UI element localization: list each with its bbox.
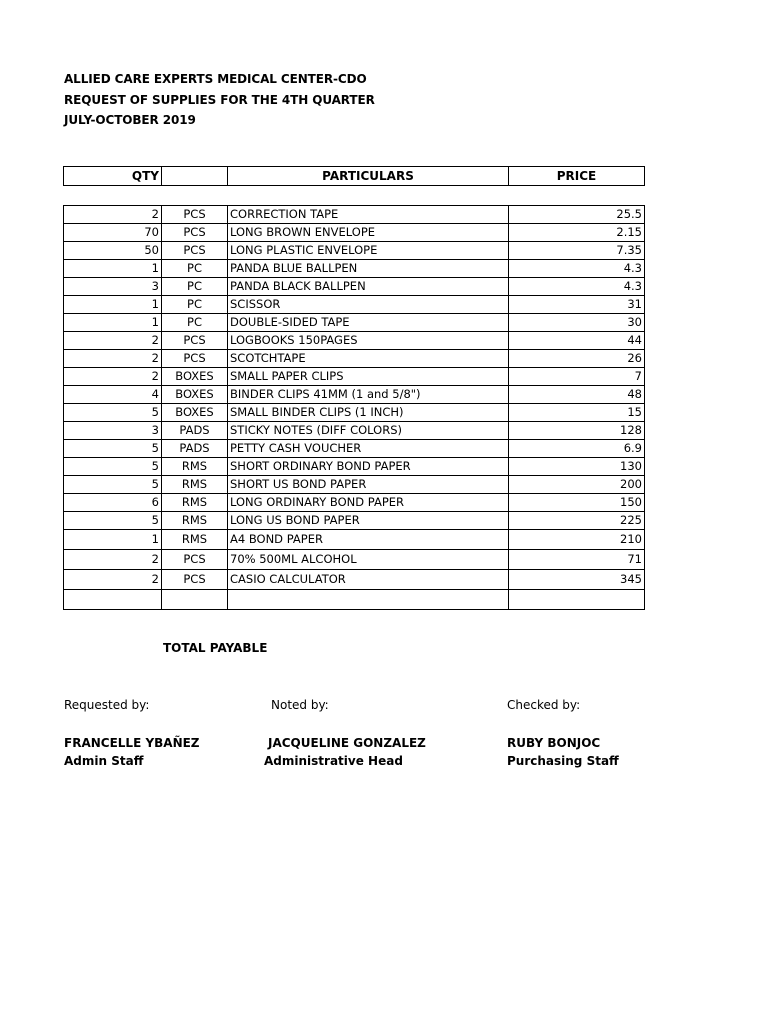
cell-particulars: SCISSOR	[228, 296, 509, 314]
cell-qty: 3	[64, 278, 162, 296]
cell-particulars	[228, 590, 509, 610]
cell-qty: 1	[64, 296, 162, 314]
cell-unit: RMS	[162, 530, 228, 550]
requested-by-caption: Requested by:	[64, 698, 150, 712]
cell-unit: PCS	[162, 350, 228, 368]
checked-by-name: RUBY BONJOC	[507, 736, 601, 750]
cell-unit: PCS	[162, 206, 228, 224]
table-row	[64, 278, 645, 296]
cell-particulars: PETTY CASH VOUCHER	[228, 440, 509, 458]
cell-unit: PCS	[162, 570, 228, 590]
cell-qty: 2	[64, 350, 162, 368]
noted-by-role: Administrative Head	[264, 754, 403, 768]
cell-particulars: PANDA BLACK BALLPEN	[228, 278, 509, 296]
column-header-row	[64, 167, 645, 186]
cell-unit: RMS	[162, 476, 228, 494]
checked-by-role: Purchasing Staff	[507, 754, 619, 768]
document-title: REQUEST OF SUPPLIES FOR THE 4TH QUARTER	[64, 93, 375, 107]
cell-qty: 3	[64, 422, 162, 440]
noted-by-name: JACQUELINE GONZALEZ	[268, 736, 426, 750]
cell-price: 4.3	[509, 278, 645, 296]
cell-particulars: LONG PLASTIC ENVELOPE	[228, 242, 509, 260]
cell-unit: PCS	[162, 224, 228, 242]
cell-qty: 2	[64, 206, 162, 224]
cell-particulars: PANDA BLUE BALLPEN	[228, 260, 509, 278]
table-row	[64, 590, 645, 610]
cell-qty: 50	[64, 242, 162, 260]
cell-particulars: A4 BOND PAPER	[228, 530, 509, 550]
cell-qty: 4	[64, 386, 162, 404]
cell-qty: 2	[64, 368, 162, 386]
cell-unit: RMS	[162, 494, 228, 512]
table-row	[64, 440, 645, 458]
table-row	[64, 296, 645, 314]
cell-particulars: DOUBLE-SIDED TAPE	[228, 314, 509, 332]
cell-price: 30	[509, 314, 645, 332]
supplies-table-body	[64, 206, 645, 610]
cell-unit: BOXES	[162, 386, 228, 404]
cell-particulars: 70% 500ML ALCOHOL	[228, 550, 509, 570]
cell-unit: PADS	[162, 440, 228, 458]
cell-unit: PADS	[162, 422, 228, 440]
cell-unit	[162, 590, 228, 610]
cell-price: 71	[509, 550, 645, 570]
cell-price	[509, 590, 645, 610]
supplies-table	[63, 205, 645, 610]
noted-by-caption: Noted by:	[271, 698, 329, 712]
cell-unit: RMS	[162, 458, 228, 476]
cell-price: 48	[509, 386, 645, 404]
cell-price: 2.15	[509, 224, 645, 242]
table-row	[64, 242, 645, 260]
cell-particulars: STICKY NOTES (DIFF COLORS)	[228, 422, 509, 440]
table-row	[64, 224, 645, 242]
cell-unit: PCS	[162, 242, 228, 260]
header-qty: QTY	[64, 167, 162, 186]
table-row	[64, 386, 645, 404]
cell-price: 130	[509, 458, 645, 476]
table-row	[64, 314, 645, 332]
cell-qty: 70	[64, 224, 162, 242]
cell-price: 15	[509, 404, 645, 422]
cell-qty: 1	[64, 530, 162, 550]
cell-qty: 5	[64, 476, 162, 494]
table-row	[64, 530, 645, 550]
cell-unit: RMS	[162, 512, 228, 530]
requested-by-name: FRANCELLE YBAÑEZ	[64, 736, 200, 750]
header-particulars: PARTICULARS	[228, 167, 509, 186]
header-price: PRICE	[509, 167, 645, 186]
cell-qty: 1	[64, 314, 162, 332]
table-row	[64, 570, 645, 590]
table-row	[64, 458, 645, 476]
company-name: ALLIED CARE EXPERTS MEDICAL CENTER-CDO	[64, 72, 367, 86]
table-row	[64, 368, 645, 386]
cell-qty: 5	[64, 512, 162, 530]
cell-qty: 5	[64, 458, 162, 476]
document-period: JULY-OCTOBER 2019	[64, 113, 196, 127]
table-row	[64, 422, 645, 440]
cell-particulars: LONG US BOND PAPER	[228, 512, 509, 530]
cell-price: 4.3	[509, 260, 645, 278]
cell-unit: BOXES	[162, 404, 228, 422]
table-row	[64, 260, 645, 278]
cell-qty: 5	[64, 440, 162, 458]
table-row	[64, 476, 645, 494]
cell-particulars: BINDER CLIPS 41MM (1 and 5/8")	[228, 386, 509, 404]
column-header-table	[63, 166, 645, 186]
table-row	[64, 494, 645, 512]
cell-price: 7.35	[509, 242, 645, 260]
cell-price: 6.9	[509, 440, 645, 458]
total-payable-label: TOTAL PAYABLE	[163, 641, 268, 655]
cell-unit: PC	[162, 296, 228, 314]
table-row	[64, 206, 645, 224]
cell-price: 210	[509, 530, 645, 550]
cell-price: 26	[509, 350, 645, 368]
cell-particulars: SCOTCHTAPE	[228, 350, 509, 368]
cell-price: 200	[509, 476, 645, 494]
requested-by-role: Admin Staff	[64, 754, 144, 768]
cell-price: 25.5	[509, 206, 645, 224]
cell-price: 7	[509, 368, 645, 386]
cell-qty	[64, 590, 162, 610]
cell-particulars: CORRECTION TAPE	[228, 206, 509, 224]
cell-price: 128	[509, 422, 645, 440]
cell-unit: PC	[162, 278, 228, 296]
cell-unit: BOXES	[162, 368, 228, 386]
cell-unit: PC	[162, 260, 228, 278]
cell-particulars: SHORT ORDINARY BOND PAPER	[228, 458, 509, 476]
cell-particulars: CASIO CALCULATOR	[228, 570, 509, 590]
cell-price: 31	[509, 296, 645, 314]
cell-unit: PC	[162, 314, 228, 332]
cell-qty: 2	[64, 332, 162, 350]
checked-by-caption: Checked by:	[507, 698, 581, 712]
cell-qty: 6	[64, 494, 162, 512]
table-row	[64, 550, 645, 570]
cell-price: 150	[509, 494, 645, 512]
cell-qty: 2	[64, 550, 162, 570]
cell-price: 345	[509, 570, 645, 590]
cell-qty: 2	[64, 570, 162, 590]
cell-unit: PCS	[162, 332, 228, 350]
cell-unit: PCS	[162, 550, 228, 570]
cell-price: 44	[509, 332, 645, 350]
table-row	[64, 512, 645, 530]
table-row	[64, 332, 645, 350]
cell-particulars: LOGBOOKS 150PAGES	[228, 332, 509, 350]
cell-particulars: LONG BROWN ENVELOPE	[228, 224, 509, 242]
header-unit	[162, 167, 228, 186]
cell-qty: 1	[64, 260, 162, 278]
cell-particulars: SMALL PAPER CLIPS	[228, 368, 509, 386]
table-row	[64, 350, 645, 368]
cell-qty: 5	[64, 404, 162, 422]
cell-particulars: LONG ORDINARY BOND PAPER	[228, 494, 509, 512]
cell-particulars: SMALL BINDER CLIPS (1 INCH)	[228, 404, 509, 422]
cell-price: 225	[509, 512, 645, 530]
table-row	[64, 404, 645, 422]
cell-particulars: SHORT US BOND PAPER	[228, 476, 509, 494]
